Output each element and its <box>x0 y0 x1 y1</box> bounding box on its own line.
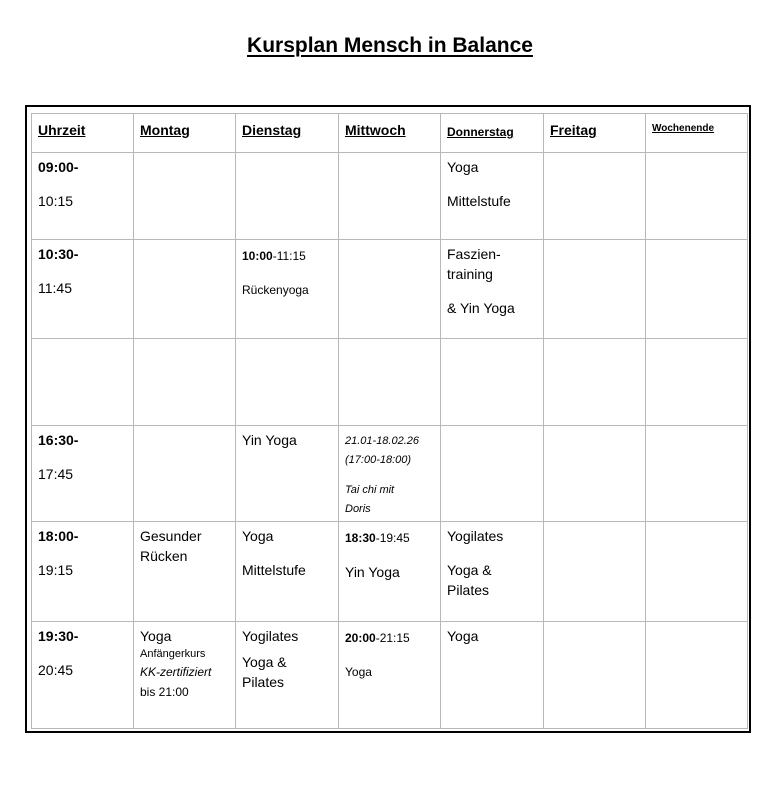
dienstag-cell: Yoga Mittelstufe <box>236 522 339 622</box>
header-row <box>32 114 748 153</box>
mittwoch-cell: 18:30-19:45 Yin Yoga <box>339 522 441 622</box>
freitag-cell <box>544 522 646 622</box>
dienstag-cell <box>236 153 339 240</box>
table-row <box>32 240 748 339</box>
header-cell-uhrzeit: Uhrzeit <box>32 114 134 153</box>
table-row <box>32 522 748 622</box>
montag-cell <box>134 426 236 522</box>
time-cell <box>32 339 134 426</box>
mittwoch-cell: 20:00-21:15 Yoga <box>339 622 441 729</box>
table-row <box>32 622 748 729</box>
page-title: Kursplan Mensch in Balance <box>247 34 533 57</box>
donnerstag-cell: Yogilates Yoga & Pilates <box>441 522 544 622</box>
dienstag-cell: 10:00-11:15 Rückenyoga <box>236 240 339 339</box>
montag-cell <box>134 153 236 240</box>
header-cell-freitag: Freitag <box>544 114 646 153</box>
donnerstag-cell <box>441 339 544 426</box>
freitag-cell <box>544 339 646 426</box>
mittwoch-cell: 21.01-18.02.26 (17:00-18:00) Tai chi mit Doris <box>339 426 441 522</box>
time-cell: 18:00- 19:15 <box>32 522 134 622</box>
mittwoch-cell <box>339 153 441 240</box>
montag-cell <box>134 240 236 339</box>
freitag-cell <box>544 426 646 522</box>
time-cell: 09:00- 10:15 <box>32 153 134 240</box>
table-row <box>32 339 748 426</box>
freitag-cell <box>544 240 646 339</box>
time-cell: 10:30- 11:45 <box>32 240 134 339</box>
header-cell-montag: Montag <box>134 114 236 153</box>
wochenende-cell <box>646 622 748 729</box>
table-row <box>32 426 748 522</box>
wochenende-cell <box>646 240 748 339</box>
schedule-table <box>31 113 748 729</box>
table-row <box>32 153 748 240</box>
header-cell-wochenende: Wochenende <box>646 114 748 153</box>
freitag-cell <box>544 622 646 729</box>
montag-cell <box>134 339 236 426</box>
freitag-cell <box>544 153 646 240</box>
donnerstag-cell: Yoga Mittelstufe <box>441 153 544 240</box>
mittwoch-cell <box>339 339 441 426</box>
header-cell-donnerstag: Donnerstag <box>441 114 544 153</box>
mittwoch-cell <box>339 240 441 339</box>
dienstag-cell: Yin Yoga <box>236 426 339 522</box>
dienstag-cell: Yogilates Yoga & Pilates <box>236 622 339 729</box>
dienstag-cell <box>236 339 339 426</box>
wochenende-cell <box>646 522 748 622</box>
header-cell-mittwoch: Mittwoch <box>339 114 441 153</box>
wochenende-cell <box>646 426 748 522</box>
donnerstag-cell <box>441 426 544 522</box>
wochenende-cell <box>646 339 748 426</box>
wochenende-cell <box>646 153 748 240</box>
header-cell-dienstag: Dienstag <box>236 114 339 153</box>
donnerstag-cell: Faszien- training & Yin Yoga <box>441 240 544 339</box>
montag-cell: Yoga Anfängerkurs KK-zertifiziert bis 21:00 <box>134 622 236 729</box>
montag-cell: Gesunder Rücken <box>134 522 236 622</box>
time-cell: 16:30- 17:45 <box>32 426 134 522</box>
donnerstag-cell: Yoga <box>441 622 544 729</box>
time-cell: 19:30- 20:45 <box>32 622 134 729</box>
